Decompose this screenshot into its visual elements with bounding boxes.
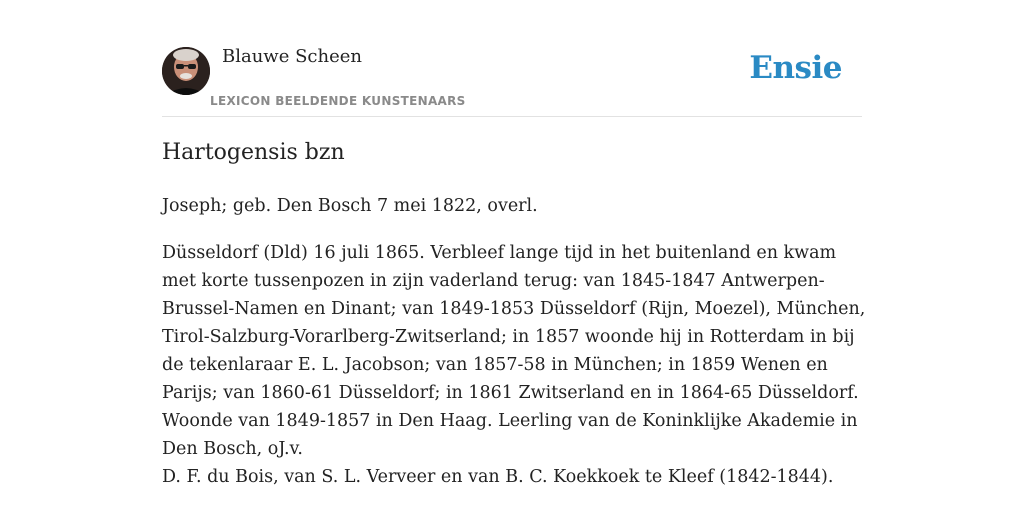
header (162, 0, 862, 117)
article-paragraph: D. F. du Bois, van S. L. Verveer en van B. C. Koekkoek te Kleef (1842-1844). (162, 467, 834, 487)
avatar-portrait-icon (162, 47, 210, 95)
ensie-logo[interactable]: Ensie (749, 50, 842, 86)
source-category-link[interactable]: LEXICON BEELDENDE KUNSTENAARS (210, 94, 466, 108)
page (162, 0, 866, 487)
article-paragraph: Joseph; geb. Den Bosch 7 mei 1822, overl. (162, 196, 538, 216)
author-name-link[interactable]: Blauwe Scheen (222, 46, 362, 67)
author-avatar[interactable] (162, 47, 210, 95)
page-title: Hartogensis bzn (162, 140, 345, 165)
article-paragraph: Düsseldorf (Dld) 16 juli 1865. Verbleef lange tijd in het buitenland en kwam met korte tussenpozen in zijn vaderland terug: van 1845-1847 Antwerpen-Brussel-Namen en Dinant; van 1849-1853 Düsseldorf (Rijn, Moezel), München, Tirol-Salzburg-Vorarlberg-Zwitserland; in 1857 woonde hij in Rotterdam in bij de tekenlaraar E. L. Jacobson; van 1857-58 in München; in 1859 Wenen en Parijs; van 1860-61 Düsseldorf; in 1861 Zwitserland en in 1864-65 Düsseldorf. Woonde van 1849-1857 in Den Haag. Leerling van de Koninklijke Akademie in Den Bosch, oJ.v. (162, 243, 866, 459)
